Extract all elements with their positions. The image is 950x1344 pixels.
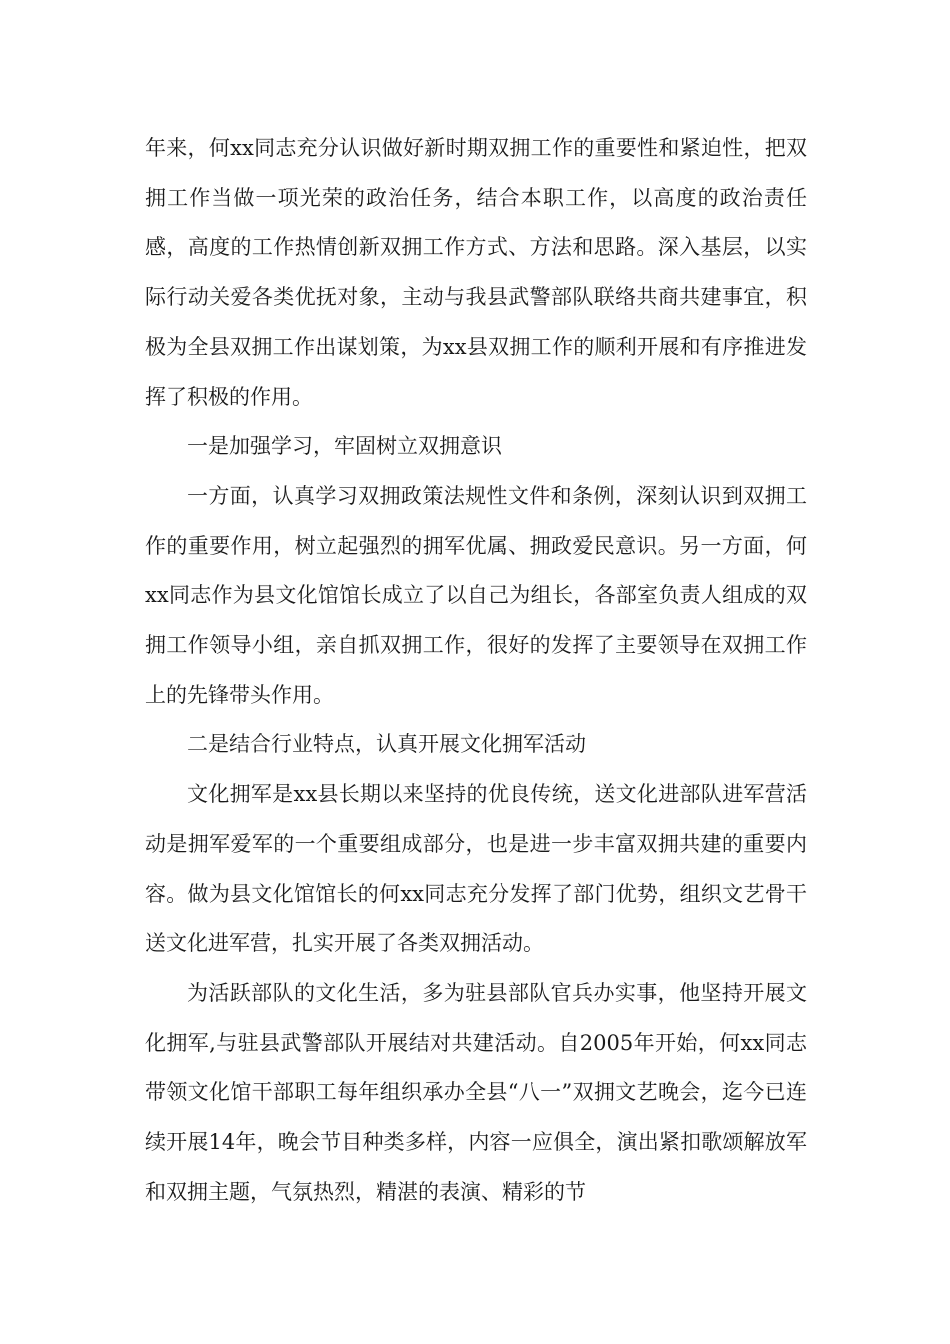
section-heading-2: 二是结合行业特点，认真开展文化拥军活动	[187, 732, 586, 757]
paragraph-3: 文化拥军是xx县长期以来坚持的优良传统，送文化进部队进军营活动是拥军爱军的一个重要组成部分，也是进一步丰富双拥共建的重要内容。做为县文化馆馆长的何xx同志充分发挥了部门优势，组织文艺骨干送文化进军营，扎实开展了各类双拥活动。	[145, 782, 807, 956]
paragraph-1: 年来，何xx同志充分认识做好新时期双拥工作的重要性和紧迫性，把双拥工作当做一项光荣的政治任务，结合本职工作，以高度的政治责任感，高度的工作热情创新双拥工作方式、方法和思路。深入基层，以实际行动关爱各类优抚对象，主动与我县武警部队联络共商共建事宜，积极为全县双拥工作出谋划策，为xx县双拥工作的顺利开展和有序推进发挥了积极的作用。	[145, 136, 807, 409]
paragraph-2: 一方面，认真学习双拥政策法规性文件和条例，深刻认识到双拥工作的重要作用，树立起强烈的拥军优属、拥政爱民意识。另一方面，何xx同志作为县文化馆馆长成立了以自己为组长，各部室负责人组成的双拥工作领导小组，亲自抓双拥工作，很好的发挥了主要领导在双拥工作上的先锋带头作用。	[145, 483, 807, 707]
document-body	[145, 124, 807, 1217]
section-heading-1: 一是加强学习，牢固树立双拥意识	[187, 434, 502, 459]
paragraph-4: 为活跃部队的文化生活，多为驻县部队官兵办实事，他坚持开展文化拥军,与驻县武警部队开展结对共建活动。自2005年开始，何xx同志带领文化馆干部职工每年组织承办全县“八一”双拥文艺晚会，迄今已连续开展14年，晚会节目种类多样，内容一应俱全，演出紧扣歌颂解放军和双拥主题，气氛热烈，精湛的表演、精彩的节	[145, 980, 807, 1204]
